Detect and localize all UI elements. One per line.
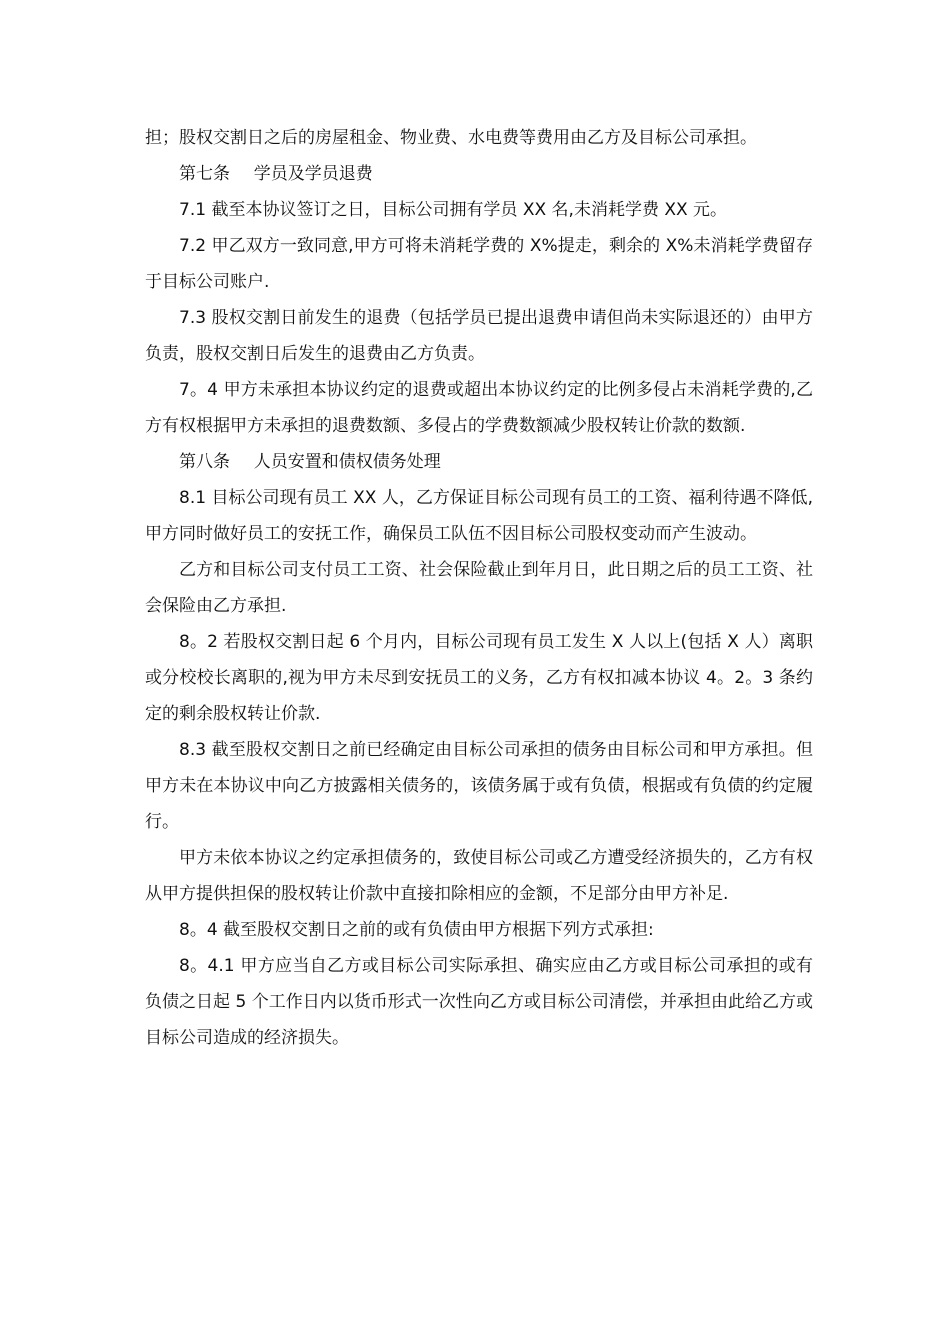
clause-7-2: 7.2 甲乙双方一致同意,甲方可将未消耗学费的 X%提走，剩余的 X%未消耗学费留存于目标公司账户.	[145, 236, 813, 292]
article-7-number: 第七条	[179, 164, 230, 184]
document-body	[145, 120, 813, 1056]
clause-7-4: 7。4 甲方未承担本协议约定的退费或超出本协议约定的比例多侵占未消耗学费的,乙方有权根据甲方未承担的退费数额、多侵占的学费数额减少股权转让价款的数额.	[145, 380, 813, 436]
clause-8-1: 8.1 目标公司现有员工 XX 人，乙方保证目标公司现有员工的工资、福利待遇不降低,甲方同时做好员工的安抚工作，确保员工队伍不因目标公司股权变动而产生波动。	[145, 488, 813, 544]
article-7-heading	[145, 156, 813, 192]
clause-8-2: 8。2 若股权交割日起 6 个月内，目标公司现有员工发生 X 人以上(包括 X 人）离职或分校校长离职的,视为甲方未尽到安抚员工的义务，乙方有权扣减本协议 4。2。3 条约定的剩余股权转让价款.	[145, 632, 813, 724]
clause-7-3: 7.3 股权交割日前发生的退费（包括学员已提出退费申请但尚未实际退还的）由甲方负责，股权交割日后发生的退费由乙方负责。	[145, 308, 813, 364]
paragraph-continuation: 担；股权交割日之后的房屋租金、物业费、水电费等费用由乙方及目标公司承担。	[145, 128, 757, 148]
clause-8-4: 8。4 截至股权交割日之前的或有负债由甲方根据下列方式承担:	[179, 920, 654, 940]
clause-8-4-1: 8。4.1 甲方应当自乙方或目标公司实际承担、确实应由乙方或目标公司承担的或有负债之日起 5 个工作日内以货币形式一次性向乙方或目标公司清偿，并承担由此给乙方或目标公司造成的经济损失。	[145, 956, 813, 1048]
article-7-title: 学员及学员退费	[253, 164, 373, 184]
article-8-number: 第八条	[179, 452, 230, 472]
clause-8-3: 8.3 截至股权交割日之前已经确定由目标公司承担的债务由目标公司和甲方承担。但甲方未在本协议中向乙方披露相关债务的，该债务属于或有负债，根据或有负债的约定履行。	[145, 740, 813, 832]
clause-7-1: 7.1 截至本协议签订之日，目标公司拥有学员 XX 名,未消耗学费 XX 元。	[179, 200, 728, 220]
clause-8-3-continued: 甲方未依本协议之约定承担债务的，致使目标公司或乙方遭受经济损失的，乙方有权从甲方提供担保的股权转让价款中直接扣除相应的金额，不足部分由甲方补足.	[145, 848, 813, 904]
article-8-title: 人员安置和债权债务处理	[253, 452, 441, 472]
clause-8-1-continued: 乙方和目标公司支付员工工资、社会保险截止到年月日，此日期之后的员工工资、社会保险由乙方承担.	[145, 560, 813, 616]
article-8-heading	[145, 444, 813, 480]
